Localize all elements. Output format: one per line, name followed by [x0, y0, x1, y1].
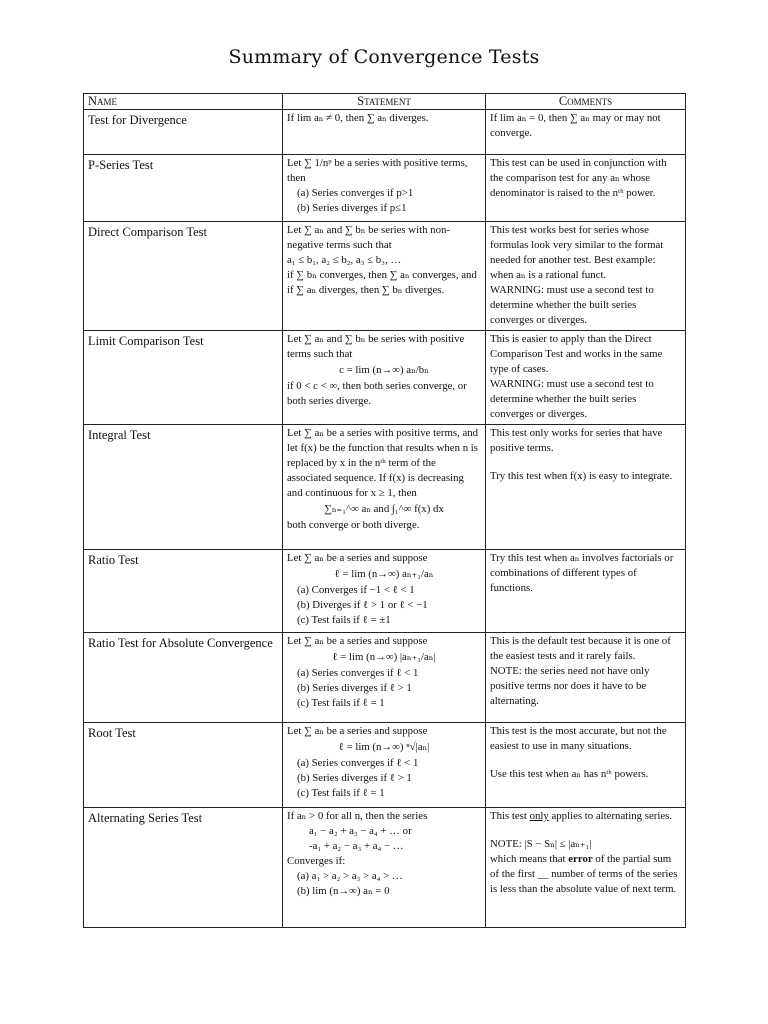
- statement-line: Let ∑ aₙ be a series and suppose: [287, 635, 428, 647]
- table-row: [84, 110, 686, 155]
- test-statement: [283, 808, 486, 928]
- statement-option: (a) a₁ > a₂ > a₃ > a₄ > …: [297, 870, 403, 882]
- comment-line: Try this test when aₙ involves factorials or combinations of different types of functions.: [490, 552, 674, 594]
- test-name: Ratio Test for Absolute Convergence: [84, 633, 283, 723]
- statement-option: (c) Test fails if ℓ = 1: [297, 787, 385, 799]
- comment-line: If lim aₙ = 0, then ∑ aₙ may or may not converge.: [490, 112, 661, 139]
- table-row: [84, 155, 686, 222]
- table-row: [84, 331, 686, 425]
- test-comments: [486, 425, 686, 550]
- statement-option: (c) Test fails if ℓ = 1: [297, 697, 385, 709]
- test-statement: [283, 222, 486, 331]
- comment-note: NOTE: |S − Sₙ| ≤ |aₙ₊₁|: [490, 838, 592, 850]
- comment-line: This test only works for series that have positive terms.: [490, 427, 663, 454]
- series-form: -a₁ + a₂ − a₃ + a₄ − …: [309, 840, 404, 852]
- statement-option: (c) Test fails if ℓ = ±1: [297, 614, 391, 626]
- test-name: Test for Divergence: [84, 110, 283, 155]
- statement-option: (b) Series diverges if ℓ > 1: [297, 772, 412, 784]
- comment-line: This test works best for series whose formulas look very similar to the format needed for another test. Best example: when aₙ is a rational funct.: [490, 224, 664, 281]
- test-comments: [486, 723, 686, 808]
- test-name: P-Series Test: [84, 155, 283, 222]
- header-row: [84, 94, 686, 110]
- test-comments: [486, 633, 686, 723]
- test-comments: [486, 155, 686, 222]
- comment-line: This test is the most accurate, but not the easiest to use in many situations.: [490, 725, 667, 752]
- table-row: [84, 723, 686, 808]
- test-comments: [486, 222, 686, 331]
- statement-line: Let ∑ aₙ be a series and suppose: [287, 552, 428, 564]
- test-statement: [283, 723, 486, 808]
- series-form: a₁ − a₂ + a₃ − a₄ + … or: [309, 825, 412, 837]
- statement-line: Converges if:: [287, 855, 346, 867]
- header-comments: Comments: [486, 94, 686, 110]
- table-row: [84, 425, 686, 550]
- test-comments: [486, 808, 686, 928]
- test-name: Limit Comparison Test: [84, 331, 283, 425]
- header-statement: Statement: [283, 94, 486, 110]
- statement-option: (b) Series diverges if ℓ > 1: [297, 682, 412, 694]
- test-statement: [283, 110, 486, 155]
- test-name: Ratio Test: [84, 550, 283, 633]
- test-name: Direct Comparison Test: [84, 222, 283, 331]
- comment-warning: WARNING: must use a second test to determine whether the built series converges or diverges.: [490, 378, 654, 420]
- statement-inequalities: a₁ ≤ b₁, a₂ ≤ b₂, a₃ ≤ b₃, …: [287, 254, 402, 266]
- test-name: Alternating Series Test: [84, 808, 283, 928]
- comment-line: This is easier to apply than the Direct Comparison Test and works in the same type of cases.: [490, 333, 663, 375]
- statement-option: (a) Converges if −1 < ℓ < 1: [297, 584, 415, 596]
- comment-warning: WARNING: must use a second test to determine whether the built series converges or diverges.: [490, 284, 654, 326]
- statement-line: both converge or both diverge.: [287, 519, 420, 531]
- statement-line: Let ∑ 1/nᵖ be a series with positive terms, then: [287, 157, 468, 184]
- statement-line: If aₙ > 0 for all n, then the series: [287, 810, 428, 822]
- statement-formula: c = lim (n→∞) aₙ/bₙ: [339, 364, 429, 376]
- statement-formula: ℓ = lim (n→∞) ⁿ√|aₙ|: [338, 741, 430, 753]
- statement-option: (a) Series converges if ℓ < 1: [297, 667, 419, 679]
- statement-option: (b) Series diverges if p≤1: [297, 202, 407, 214]
- statement-line: Let ∑ aₙ be a series and suppose: [287, 725, 428, 737]
- comment-line: This is the default test because it is one of the easiest tests and it rarely fails.: [490, 635, 671, 662]
- emphasis-only: only: [529, 810, 549, 822]
- statement-option: (b) lim (n→∞) aₙ = 0: [297, 885, 390, 897]
- statement-formula: ℓ = lim (n→∞) aₙ₊₁/aₙ: [334, 568, 434, 580]
- statement-option: (a) Series converges if ℓ < 1: [297, 757, 419, 769]
- table-row: [84, 550, 686, 633]
- test-statement: [283, 425, 486, 550]
- comment-note: NOTE: the series need not have only positive terms nor does it have to be alternating.: [490, 665, 650, 707]
- statement-formula: ℓ = lim (n→∞) |aₙ₊₁/aₙ|: [332, 651, 436, 663]
- statement-option: (a) Series converges if p>1: [297, 187, 414, 199]
- test-name: Integral Test: [84, 425, 283, 550]
- test-statement: [283, 155, 486, 222]
- comment-line: which means that error of the partial sum of the first __ number of terms of the series is less than the absolute value of next term.: [490, 853, 678, 895]
- comment-line: This test only applies to alternating series.: [490, 810, 673, 822]
- test-statement: [283, 331, 486, 425]
- test-statement: [283, 550, 486, 633]
- comment-line: This test can be used in conjunction with the comparison test for any aₙ whose denominator is raised to the nᵗʰ power.: [490, 157, 667, 199]
- emphasis-error: error: [568, 853, 593, 865]
- header-name: Name: [84, 94, 283, 110]
- statement-line: Let ∑ aₙ and ∑ bₙ be series with non-negative terms such that: [287, 224, 450, 251]
- comment-line: Try this test when f(x) is easy to integrate.: [490, 470, 673, 482]
- table-row: [84, 222, 686, 331]
- statement-line: Let ∑ aₙ be a series with positive terms, and let f(x) be the function that results when n is replaced by x in the nᵗʰ term of the associated sequence. If f(x) is decreasing and continuous for x ≥ 1, then: [287, 427, 479, 499]
- test-comments: [486, 550, 686, 633]
- test-statement: [283, 633, 486, 723]
- convergence-tests-table: [83, 93, 686, 928]
- test-comments: [486, 110, 686, 155]
- table-row: [84, 633, 686, 723]
- statement-option: (b) Diverges if ℓ > 1 or ℓ < −1: [297, 599, 428, 611]
- test-name: Root Test: [84, 723, 283, 808]
- table-row: [84, 808, 686, 928]
- document-title: Summary of Convergence Tests: [228, 46, 540, 68]
- statement-line: Let ∑ aₙ and ∑ bₙ be series with positive terms such that: [287, 333, 465, 360]
- statement-line: if 0 < c < ∞, then both series converge, or both series diverge.: [287, 380, 467, 407]
- statement-formula: ∑ₙ₌₁^∞ aₙ and ∫₁^∞ f(x) dx: [324, 503, 444, 515]
- comment-line: Use this test when aₙ has nᵗʰ powers.: [490, 768, 649, 780]
- test-comments: [486, 331, 686, 425]
- statement-line: if ∑ bₙ converges, then ∑ aₙ converges, and if ∑ aₙ diverges, then ∑ bₙ diverges.: [287, 269, 477, 296]
- statement-line: If lim aₙ ≠ 0, then ∑ aₙ diverges.: [287, 112, 429, 124]
